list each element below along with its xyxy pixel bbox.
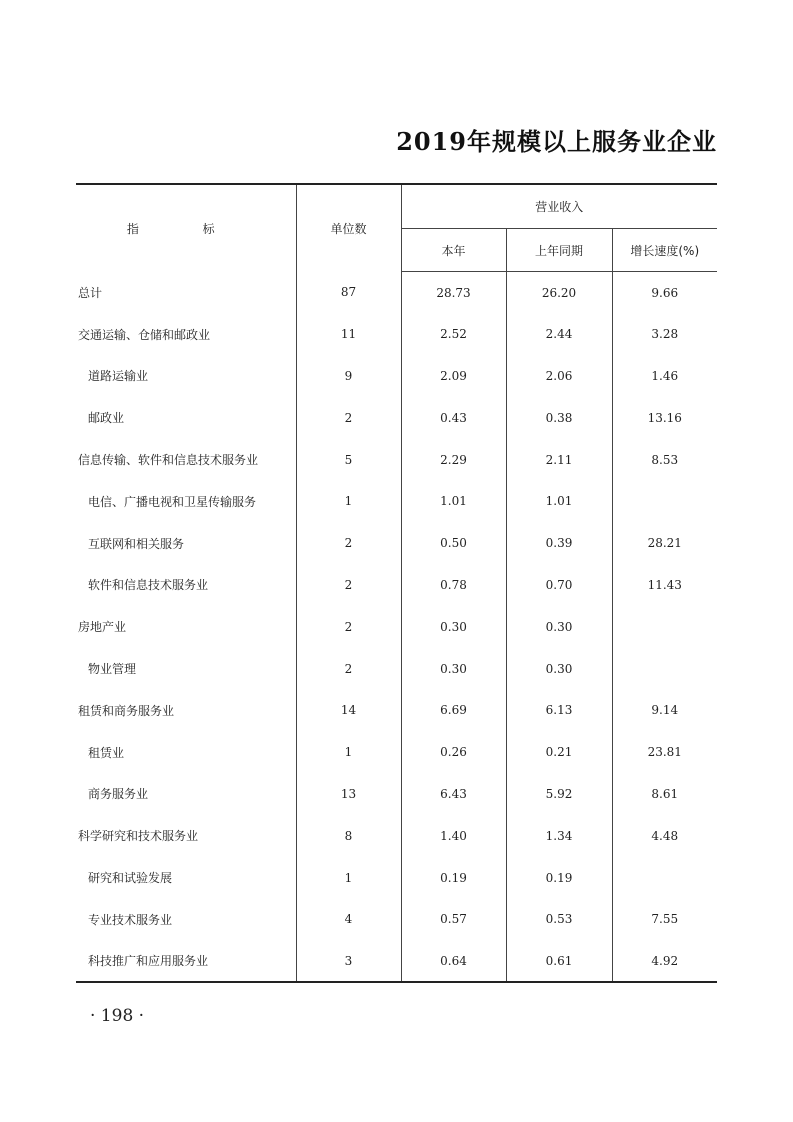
row-this-year-cell: 0.50 — [401, 522, 506, 564]
row-units-cell: 13 — [296, 773, 401, 815]
header-growth: 增长速度(%) — [612, 229, 717, 272]
table-row — [76, 439, 717, 481]
row-units-cell: 4 — [296, 898, 401, 940]
row-units-cell: 14 — [296, 689, 401, 731]
table-row — [76, 480, 717, 522]
header-revenue: 营业收入 — [401, 184, 717, 229]
row-last-year-cell: 0.38 — [506, 397, 612, 439]
row-last-year-cell: 0.19 — [506, 857, 612, 899]
row-this-year-cell: 1.40 — [401, 815, 506, 857]
row-name-cell: 道路运输业 — [76, 355, 296, 397]
row-units-cell: 5 — [296, 439, 401, 481]
row-name-cell: 租赁业 — [76, 731, 296, 773]
row-name-cell: 专业技术服务业 — [76, 898, 296, 940]
row-growth-cell: 7.55 — [651, 912, 679, 927]
row-growth-cell: 4.92 — [612, 940, 717, 982]
row-name-cell: 信息传输、软件和信息技术服务业 — [76, 439, 296, 481]
row-units-cell: 8 — [296, 815, 401, 857]
row-units-cell: 3 — [296, 940, 401, 982]
row-this-year-cell: 6.43 — [401, 773, 506, 815]
row-last-year-cell: 5.92 — [506, 773, 612, 815]
row-units-cell: 2 — [296, 564, 401, 606]
row-growth-cell: 9.14 — [651, 703, 679, 718]
row-name-cell: 互联网和相关服务 — [76, 522, 296, 564]
row-growth-cell: 9.66 — [651, 285, 679, 300]
row-last-year-cell: 26.20 — [506, 272, 612, 314]
header-units: 单位数 — [296, 184, 401, 272]
table-row — [76, 689, 717, 731]
row-last-year-cell: 0.21 — [506, 731, 612, 773]
row-name-cell: 租赁和商务服务业 — [76, 689, 296, 731]
row-this-year-cell: 0.19 — [401, 857, 506, 899]
row-name-cell: 房地产业 — [76, 606, 296, 648]
table-row — [76, 564, 717, 606]
row-this-year-cell: 0.43 — [401, 397, 506, 439]
row-growth-cell: 13.16 — [647, 410, 682, 425]
row-last-year-cell: 2.06 — [506, 355, 612, 397]
row-units-cell: 2 — [296, 397, 401, 439]
row-growth-cell — [612, 857, 717, 899]
row-units-cell: 2 — [296, 522, 401, 564]
table-row — [76, 272, 717, 314]
row-this-year-cell: 0.78 — [401, 564, 506, 606]
row-this-year-cell: 0.64 — [401, 940, 506, 982]
table-row — [76, 606, 717, 648]
row-this-year-cell: 28.73 — [401, 272, 506, 314]
row-last-year-cell: 0.53 — [506, 898, 612, 940]
row-last-year-cell: 0.30 — [506, 606, 612, 648]
row-last-year-cell: 0.39 — [506, 522, 612, 564]
row-units-cell: 87 — [296, 272, 401, 314]
row-this-year-cell: 0.26 — [401, 731, 506, 773]
statistics-table — [76, 183, 717, 983]
row-growth-cell: 23.81 — [647, 745, 682, 760]
row-units-cell: 1 — [296, 857, 401, 899]
row-last-year-cell: 0.30 — [506, 648, 612, 690]
page-number: · 198 · — [90, 1006, 145, 1026]
table-row — [76, 773, 717, 815]
row-units-cell: 9 — [296, 355, 401, 397]
row-name-cell: 电信、广播电视和卫星传输服务 — [76, 480, 296, 522]
row-units-cell: 2 — [296, 606, 401, 648]
row-units-cell: 1 — [296, 480, 401, 522]
table-row — [76, 313, 717, 355]
row-name-cell: 软件和信息技术服务业 — [76, 564, 296, 606]
row-name-cell: 商务服务业 — [76, 773, 296, 815]
table-row — [76, 857, 717, 899]
table-row — [76, 355, 717, 397]
table-row — [76, 397, 717, 439]
table-row — [76, 731, 717, 773]
page-title: 2019年规模以上服务业企业 — [396, 127, 717, 156]
row-name-cell: 总计 — [76, 272, 296, 314]
row-last-year-cell: 0.61 — [506, 940, 612, 982]
row-this-year-cell: 0.57 — [401, 898, 506, 940]
row-last-year-cell: 0.70 — [506, 564, 612, 606]
row-this-year-cell: 0.30 — [401, 648, 506, 690]
row-this-year-cell: 0.30 — [401, 606, 506, 648]
row-growth-cell: 3.28 — [651, 327, 679, 342]
row-growth-cell — [612, 480, 717, 522]
row-this-year-cell: 2.29 — [401, 439, 506, 481]
row-name-cell: 物业管理 — [76, 648, 296, 690]
row-this-year-cell: 2.09 — [401, 355, 506, 397]
row-growth-cell: 8.61 — [651, 786, 679, 801]
row-growth-cell: 1.46 — [651, 368, 679, 383]
row-this-year-cell: 1.01 — [401, 480, 506, 522]
row-this-year-cell: 6.69 — [401, 689, 506, 731]
row-growth-cell: 28.21 — [647, 536, 682, 551]
row-growth-cell — [612, 648, 717, 690]
row-last-year-cell: 1.34 — [506, 815, 612, 857]
header-indicator: 指 标 — [76, 184, 296, 272]
table-row — [76, 522, 717, 564]
row-name-cell: 邮政业 — [76, 397, 296, 439]
table-row — [76, 898, 717, 940]
table-row — [76, 648, 717, 690]
row-last-year-cell: 6.13 — [506, 689, 612, 731]
row-name-cell: 交通运输、仓储和邮政业 — [76, 313, 296, 355]
row-units-cell: 2 — [296, 648, 401, 690]
table-row — [76, 815, 717, 857]
row-last-year-cell: 1.01 — [506, 480, 612, 522]
row-growth-cell: 8.53 — [651, 452, 679, 467]
table-header — [76, 184, 717, 272]
table-body — [76, 272, 717, 983]
row-this-year-cell: 2.52 — [401, 313, 506, 355]
row-last-year-cell: 2.44 — [506, 313, 612, 355]
statistics-table-container — [76, 183, 717, 983]
row-growth-cell — [612, 606, 717, 648]
row-name-cell: 科学研究和技术服务业 — [76, 815, 296, 857]
row-name-cell: 研究和试验发展 — [76, 857, 296, 899]
table-row — [76, 940, 717, 982]
row-units-cell: 1 — [296, 731, 401, 773]
row-growth-cell: 4.48 — [651, 828, 679, 843]
row-growth-cell: 11.43 — [647, 577, 682, 592]
row-last-year-cell: 2.11 — [506, 439, 612, 481]
row-units-cell: 11 — [296, 313, 401, 355]
header-last-year: 上年同期 — [506, 229, 612, 272]
header-this-year: 本年 — [401, 229, 506, 272]
row-name-cell: 科技推广和应用服务业 — [76, 940, 296, 982]
